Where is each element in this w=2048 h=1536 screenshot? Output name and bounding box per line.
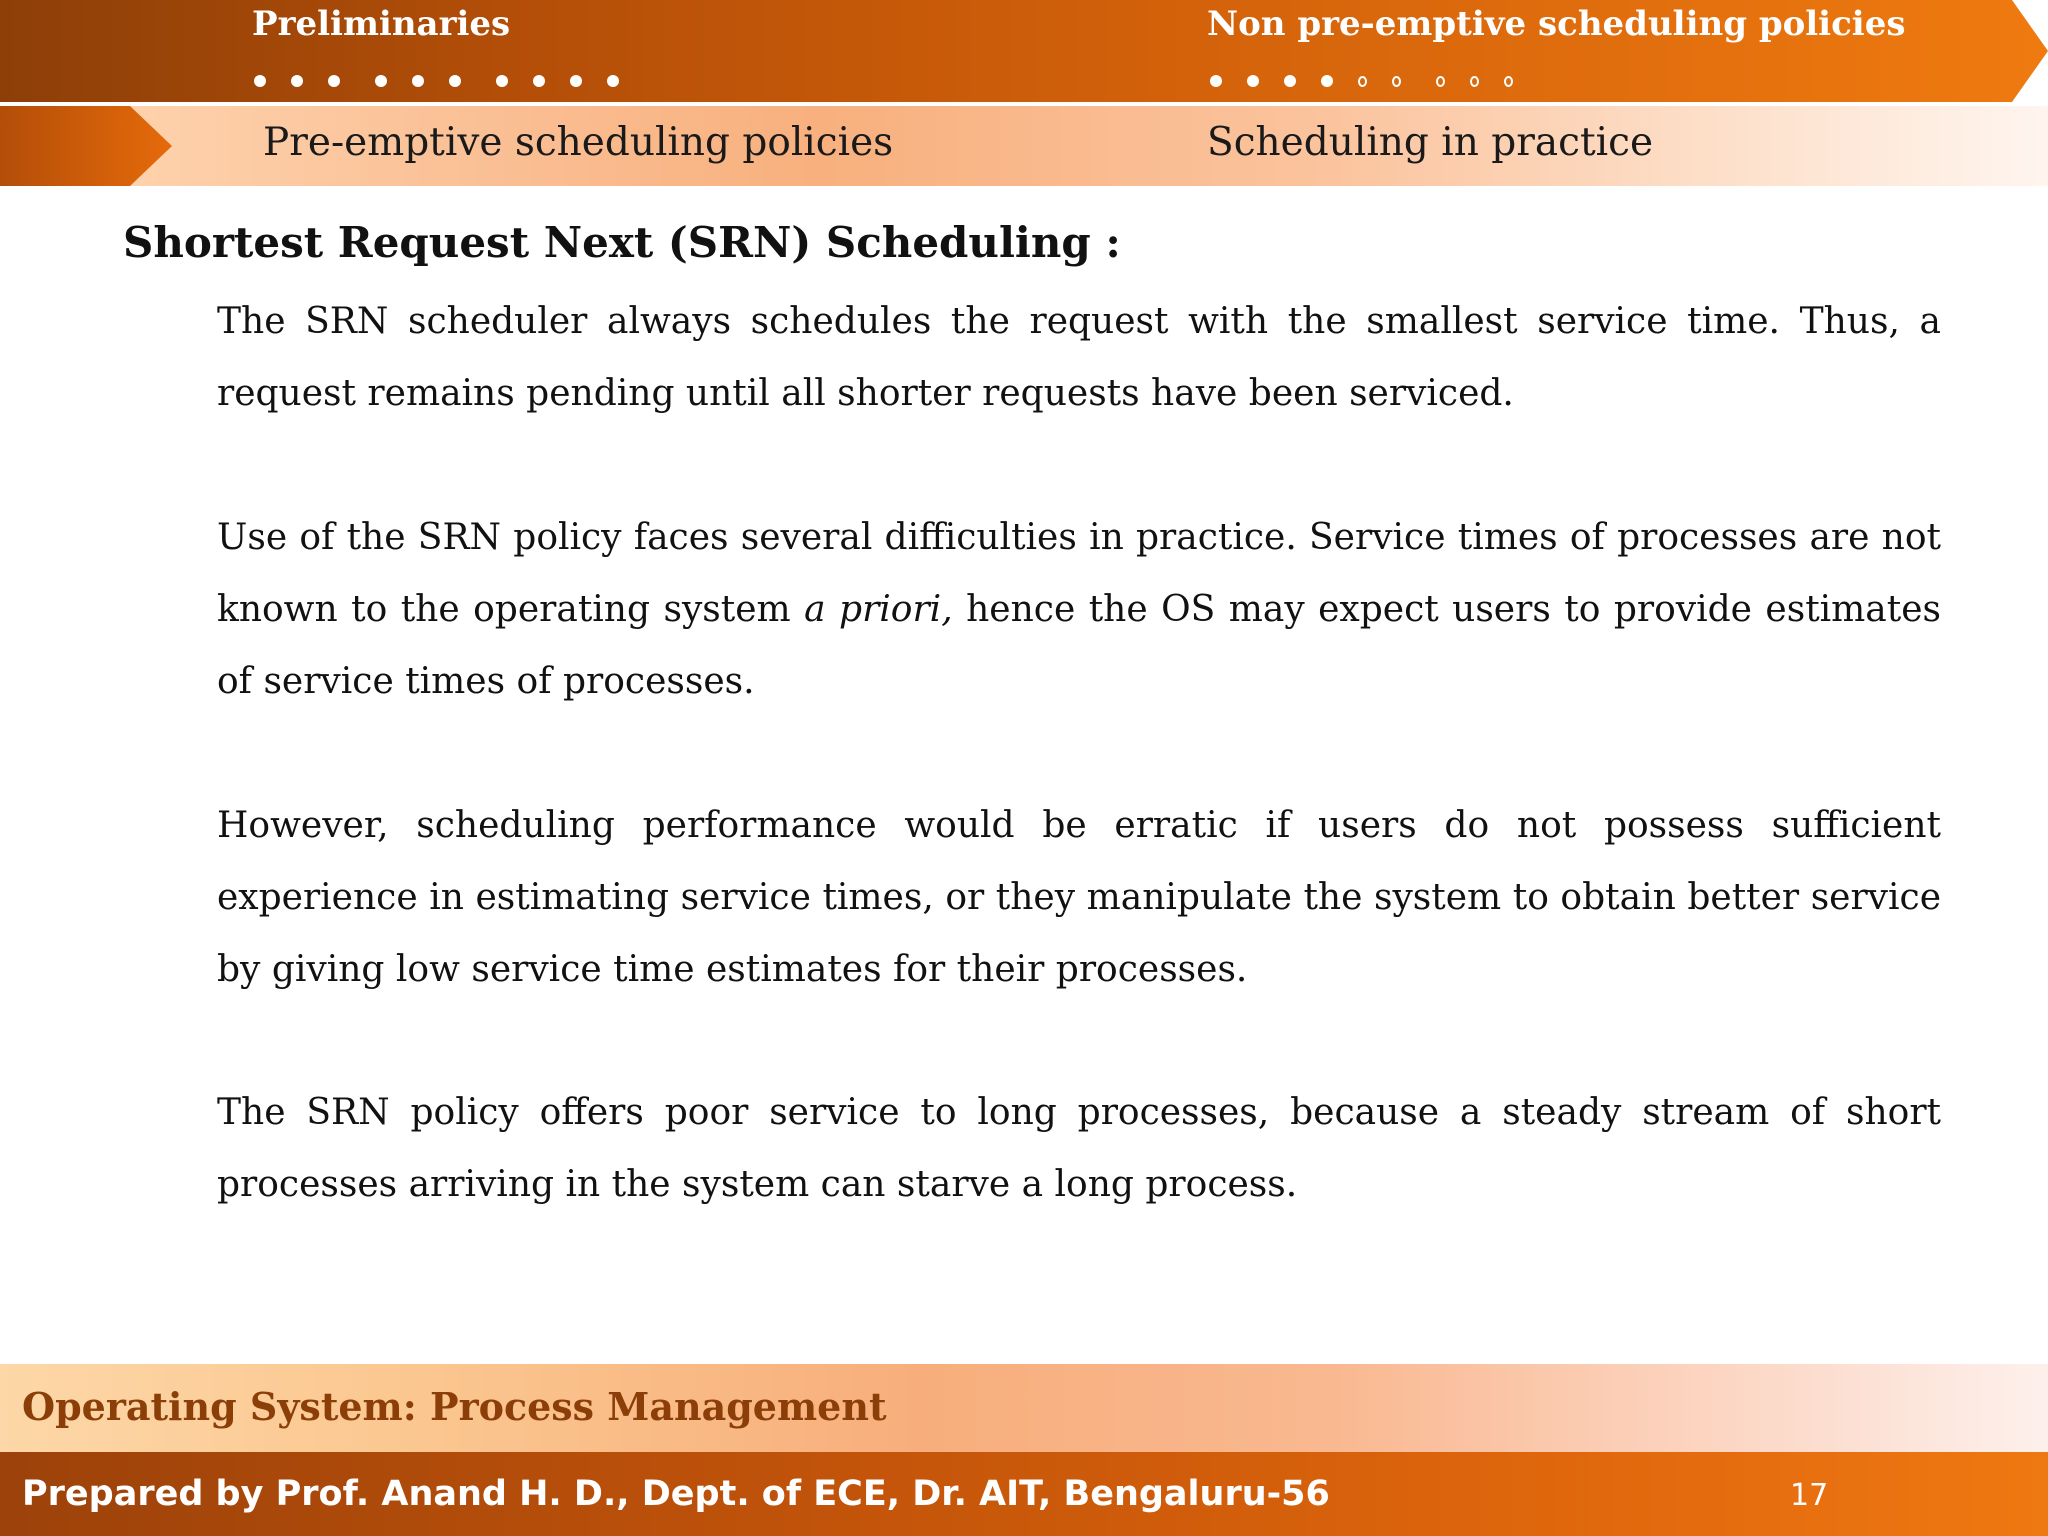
paragraph-1: The SRN scheduler always schedules the request with the smallest service time. Thus, a request remains pending until all shorter requests have been serviced. [217, 301, 1941, 414]
slide-heading: Shortest Request Next (SRN) Scheduling : [123, 218, 1121, 267]
paragraph-2 [217, 502, 1941, 718]
paragraph-2-text: Use of the SRN policy faces several difficulties in practice. Service times of processes are not known to the operating system [217, 517, 1941, 630]
nav-subsection-preemptive[interactable]: Pre-emptive scheduling policies [263, 120, 894, 165]
footer-course-title: Operating System: Process Management [22, 1384, 887, 1429]
paragraph-3: However, scheduling performance would be erratic if users do not possess sufficient experience in estimating service times, or they manipulate the system to obtain better service by giving low service time estimates for their processes. [217, 805, 1941, 990]
page-number: 17 [1790, 1478, 1829, 1513]
nav-progress-dots-right [1210, 68, 1538, 93]
nav-progress-dots-left [254, 68, 644, 93]
paragraph-4: The SRN policy offers poor service to long processes, because a steady stream of short processes arriving in the system can starve a long process. [217, 1092, 1941, 1205]
nav-section-non-preemptive[interactable]: Non pre-emptive scheduling policies [1207, 4, 1906, 44]
paragraph-2-italic: a priori, [804, 589, 953, 630]
nav-section-preliminaries[interactable]: Preliminaries [252, 4, 511, 44]
paragraph-2-text-end: hence the OS may expect users to provide estimates of service times of processes. [217, 589, 1942, 702]
footer-credit: Prepared by Prof. Anand H. D., Dept. of ECE, Dr. AIT, Bengaluru-56 [22, 1474, 1330, 1514]
nav-subsection-in-practice[interactable]: Scheduling in practice [1207, 120, 1654, 165]
